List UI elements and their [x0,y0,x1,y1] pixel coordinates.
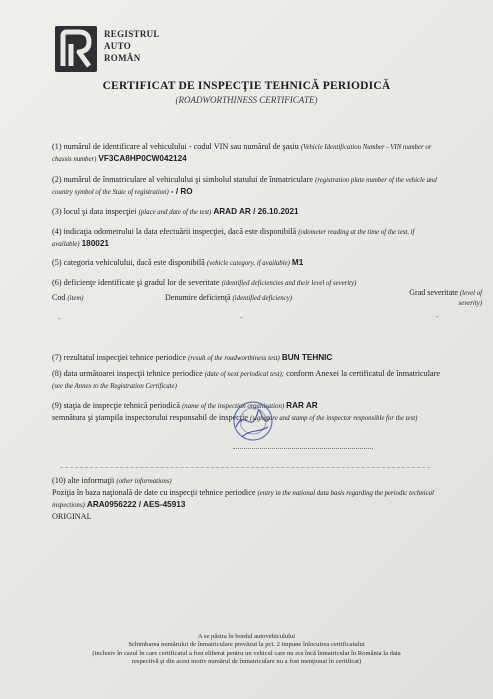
col-header-severity-label: Grad severitate [409,288,458,297]
field-odometer-en: (odometer reading at the time of the test, if available) [52,229,415,248]
col-header-severity [396,288,482,308]
field-place-date-label: (3) locul şi data inspecţiei [52,207,137,216]
field-deficiencies-label: (6) deficienţe identificate şi gradul lor de severitate [52,278,220,287]
document-title: CERTIFICAT DE INSPECŢIE TEHNICĂ PERIODICĂ [102,80,391,92]
field-database-label: Poziţia în baza naţională de date cu inspecţii tehnice periodice [52,488,256,497]
rar-logo-icon [55,26,97,72]
footer-line-4: respectivă şi din acest motiv numărul de înmatriculare nu a fost menţionat în certificat) [131,657,362,665]
inspection-stamp-icon [230,397,276,449]
field-odometer-label: (4) indicaţia odometrului la data efectuării inspecţiei, dacă este disponibilă [52,227,297,236]
field-vin-en: (Vehicle Identification Number - VIN number or chassis number) [52,144,432,163]
brand-line-3: ROMÂN [104,53,141,63]
field-result-en: (result of the roadworthiness test) [188,355,280,362]
field-other-info [52,475,442,522]
field-registration-label: (2) numărul de înmatriculare al vehiculului şi simbolul statului de înmatriculare [52,175,314,184]
col-header-code-label: Cod [52,293,66,302]
field-registration [52,174,442,198]
section-divider [60,467,430,468]
original-mark: ORIGINAL [52,512,92,521]
field-deficiencies [52,277,442,289]
field-result-value: BUN TEHNIC [281,353,333,362]
deficiency-code-empty: - [58,314,61,323]
signature-line [233,448,373,449]
field-vin-value: VF3CA8HP0CW042124 [98,154,187,163]
col-header-code [52,293,84,303]
field-signature-en: (signature and stamp of the inspector responsible for the test) [250,415,418,422]
field-category-label: (5) categoria vehiculului, dacă este disponibilă [52,258,205,267]
footer-line-1: A se păstra în bordul autovehiculului [197,633,296,640]
col-header-deficiency-label: Denumire deficienţă [165,293,231,302]
field-next-test-en2: (see the Annex to the Registration Certificate) [52,383,177,390]
field-deficiencies-en: (identified deficiencies and their level of severity) [221,280,357,287]
field-place-date-en: (place and date of the test) [138,209,212,216]
field-station-value: RAR AR [286,401,318,410]
footer-notes [0,633,493,666]
field-database-value: ARA0956222 / AES-45913 [86,500,186,509]
field-result-label: (7) rezultatul inspecţiei tehnice periodice [52,353,187,362]
field-result [52,352,442,364]
field-next-test-en: (date of next periodical test); [204,371,285,378]
field-category-value: M1 [291,258,304,267]
field-vin-label: (1) numărul de identificare al vehiculului - codul VIN sau numărul de şasiu [52,142,299,151]
col-header-severity-en: (level of severity) [458,290,482,307]
deficiency-severity-empty: - [436,312,439,321]
field-other-info-label: (10) alte informaţii [52,476,115,485]
field-station-label: (9) staţia de inspecţie tehnică periodică [52,401,180,410]
field-next-test [52,368,442,392]
field-station-en: (name of the inspection organisation) [182,403,285,410]
field-registration-value: - / RO [170,187,193,196]
footer-line-3: (inclusiv în cazul în care certificatul a fost eliberat pentru un vehicul care nu era încă înmatriculat în România la data [92,649,401,657]
field-next-test-text: conform Anexei la certificatul de înmatriculare [286,369,440,378]
field-other-info-en: (other informations) [116,478,172,485]
field-signature-label: semnătura şi ştampila inspectorului responsabil de inspecţie [52,413,248,422]
footer-line-2: Schimbarea numărului de înmatriculare prevăzut la pct. 2 impune înlocuirea certificatului [128,641,365,649]
col-header-code-en: (item) [67,295,84,302]
deficiency-name-empty: - [240,313,243,322]
brand-line-1: REGISTRUL [104,29,160,39]
field-category-en: (vehicle category, if available) [206,260,290,267]
field-database-en: (entry in the national data basis regarding the periodic technical inspections) [52,490,434,509]
field-odometer [52,226,442,250]
document-subtitle: (ROADWORTHINESS CERTIFICATE) [175,95,318,105]
brand-line-2: AUTO [104,41,132,51]
field-place-date [52,206,442,218]
field-vin [52,141,442,165]
field-next-test-label: (8) data următoarei inspecţii tehnice periodice [52,369,203,378]
col-header-deficiency-en: (identified deficiency) [232,295,292,302]
col-header-deficiency [165,293,292,303]
brand-name [104,28,160,64]
field-place-date-value: ARAD AR / 26.10.2021 [213,207,299,216]
field-registration-en: (registration plate number of the vehicle and country symbol of the State of registration) [52,177,437,196]
field-category [52,257,442,269]
field-odometer-value: 180021 [81,239,109,248]
